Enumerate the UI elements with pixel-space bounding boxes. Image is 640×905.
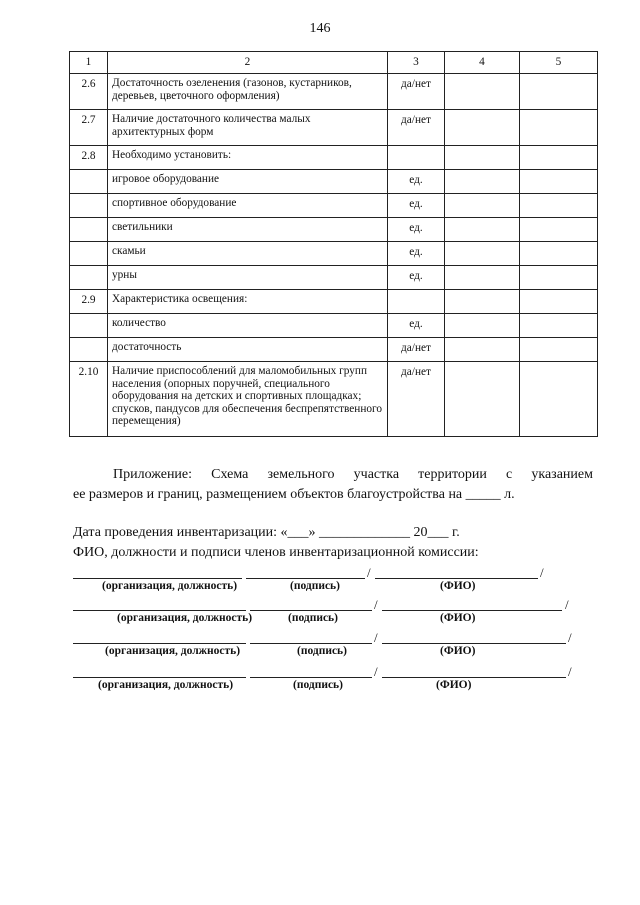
row-description: Необходимо установить: [108, 146, 388, 170]
row-number [70, 242, 108, 266]
org-position-line[interactable] [73, 643, 246, 644]
separator-slash: / [367, 565, 371, 580]
header-cell: 2 [108, 52, 388, 74]
table-row [70, 194, 598, 218]
row-unit: да/нет [388, 74, 445, 110]
row-value-4 [445, 146, 520, 170]
row-unit: ед. [388, 218, 445, 242]
fio-line[interactable] [382, 610, 562, 611]
row-description: количество [108, 314, 388, 338]
row-description: светильники [108, 218, 388, 242]
row-value-5 [520, 194, 598, 218]
table-row [70, 338, 598, 362]
row-description: Наличие приспособлений для маломобильных групп населения (опорных поручней, специального оборудования на детских и спортивных площадках; спусков, пандусов для обеспечения беспрепятственного перемещения) [108, 362, 388, 437]
commission-title: ФИО, должности и подписи членов инвентаризационной комиссии: [73, 545, 479, 560]
fio-caption: (ФИО) [436, 679, 472, 691]
signature-line[interactable] [246, 578, 365, 579]
table-row [70, 266, 598, 290]
row-value-4 [445, 314, 520, 338]
row-number: 2.6 [70, 74, 108, 110]
row-number [70, 266, 108, 290]
row-value-5 [520, 74, 598, 110]
table-row [70, 242, 598, 266]
row-number [70, 170, 108, 194]
row-description: Характеристика освещения: [108, 290, 388, 314]
row-value-4 [445, 290, 520, 314]
row-unit: да/нет [388, 362, 445, 437]
row-unit: ед. [388, 242, 445, 266]
row-unit [388, 290, 445, 314]
row-description: скамьи [108, 242, 388, 266]
separator-slash: / [374, 664, 378, 679]
row-number: 2.8 [70, 146, 108, 170]
row-value-5 [520, 110, 598, 146]
row-value-4 [445, 74, 520, 110]
sign-caption: (подпись) [290, 580, 340, 592]
fio-caption: (ФИО) [440, 612, 476, 624]
row-description: спортивное оборудование [108, 194, 388, 218]
row-unit: ед. [388, 314, 445, 338]
row-unit [388, 146, 445, 170]
table-row [70, 110, 598, 146]
row-unit: ед. [388, 266, 445, 290]
fio-caption: (ФИО) [440, 645, 476, 657]
header-cell: 4 [445, 52, 520, 74]
row-unit: ед. [388, 194, 445, 218]
row-value-5 [520, 218, 598, 242]
row-value-4 [445, 362, 520, 437]
row-number [70, 218, 108, 242]
row-value-4 [445, 194, 520, 218]
row-description: игровое оборудование [108, 170, 388, 194]
inventory-date-line: Дата проведения инвентаризации: «___» _____________ 20___ г. [73, 525, 460, 540]
appendix-note [73, 465, 593, 505]
table-row [70, 362, 598, 437]
signature-line[interactable] [250, 677, 372, 678]
row-number [70, 338, 108, 362]
row-value-4 [445, 338, 520, 362]
table-row [70, 290, 598, 314]
row-unit: да/нет [388, 338, 445, 362]
row-value-5 [520, 290, 598, 314]
row-description: достаточность [108, 338, 388, 362]
appendix-line-2: ее размеров и границ, размещением объектов благоустройства на _____ л. [73, 487, 515, 502]
fio-line[interactable] [382, 643, 566, 644]
row-number [70, 194, 108, 218]
page-number: 146 [309, 21, 331, 36]
row-value-5 [520, 146, 598, 170]
signature-line[interactable] [250, 610, 372, 611]
row-value-5 [520, 266, 598, 290]
row-value-5 [520, 314, 598, 338]
fio-caption: (ФИО) [440, 580, 476, 592]
org-caption: (организация, должность) [105, 645, 241, 657]
row-value-4 [445, 170, 520, 194]
row-value-4 [445, 242, 520, 266]
row-number: 2.7 [70, 110, 108, 146]
appendix-line-1: Приложение: Схема земельного участка территории с указанием [113, 467, 593, 482]
row-value-5 [520, 242, 598, 266]
row-number: 2.10 [70, 362, 108, 437]
row-value-4 [445, 266, 520, 290]
header-cell: 1 [70, 52, 108, 74]
row-number [70, 314, 108, 338]
signature-line[interactable] [250, 643, 372, 644]
row-description: урны [108, 266, 388, 290]
separator-slash: / [568, 630, 572, 645]
table-row [70, 314, 598, 338]
org-position-line[interactable] [73, 677, 246, 678]
row-value-5 [520, 170, 598, 194]
sign-caption: (подпись) [293, 679, 343, 691]
row-description: Наличие достаточного количества малых архитектурных форм [108, 110, 388, 146]
table-row [70, 170, 598, 194]
table-row [70, 146, 598, 170]
signature-row [0, 665, 640, 705]
row-unit: ед. [388, 170, 445, 194]
separator-slash: / [374, 630, 378, 645]
row-unit: да/нет [388, 110, 445, 146]
separator-slash: / [568, 664, 572, 679]
fio-line[interactable] [375, 578, 538, 579]
separator-slash: / [374, 597, 378, 612]
table-row [70, 74, 598, 110]
row-value-5 [520, 362, 598, 437]
row-number: 2.9 [70, 290, 108, 314]
sign-caption: (подпись) [297, 645, 347, 657]
org-position-line[interactable] [73, 610, 246, 611]
header-cell: 3 [388, 52, 445, 74]
row-value-5 [520, 338, 598, 362]
row-value-4 [445, 218, 520, 242]
sign-caption: (подпись) [288, 612, 338, 624]
org-caption: (организация, должность) [117, 612, 253, 624]
org-caption: (организация, должность) [102, 580, 238, 592]
row-value-4 [445, 110, 520, 146]
org-caption: (организация, должность) [98, 679, 234, 691]
row-description: Достаточность озеленения (газонов, кустарников, деревьев, цветочного оформления) [108, 74, 388, 110]
separator-slash: / [565, 597, 569, 612]
inventory-table [69, 51, 598, 437]
table-row [70, 218, 598, 242]
header-cell: 5 [520, 52, 598, 74]
org-position-line[interactable] [73, 578, 242, 579]
table-header-row [70, 52, 598, 74]
separator-slash: / [540, 565, 544, 580]
fio-line[interactable] [382, 677, 566, 678]
